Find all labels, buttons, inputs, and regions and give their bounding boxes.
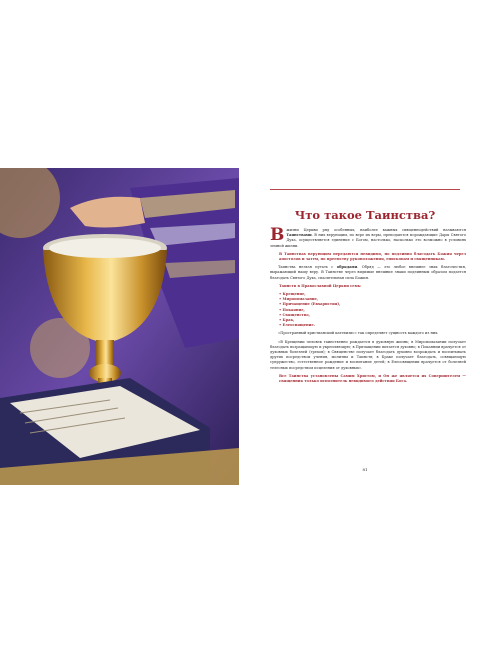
decorative-rule bbox=[270, 189, 460, 190]
list-item: • Покаяние, bbox=[279, 307, 305, 312]
page-number: 81 bbox=[362, 467, 368, 472]
list-item: • Брак, bbox=[279, 318, 295, 323]
chalice-photo bbox=[0, 168, 239, 485]
text-page bbox=[250, 168, 480, 485]
highlight-paragraph-2: Все Таинства установлены Самим Христом, и Он же является их Совершителем — священник только исполнитель невидимого действия Бога. bbox=[279, 373, 466, 384]
list-item: • Миропомазание, bbox=[279, 297, 319, 302]
highlight-paragraph-1: В Таинствах верующим передаются невидимо, но подлинно благодать Божия через апостолов и затем, по преемству рукоположения, епископам и священникам. bbox=[279, 251, 466, 262]
list-item: • Причащение (Евхаристия), bbox=[279, 302, 341, 307]
catechism-quote: «В Крещении человек таинственно рождается в духовную жизнь; в Миропомазании получает благодать возращающую и укрепляющую; в Причащении питается духовно; в Покаянии врачуется от духовных болезней (грехов); в Священстве получает благодать духовно возрождать и воспитывать других посредством учения, молитвы и Таинств; в Браке получает благодать, освящающую супружество, естественное рождение и воспитание детей; в Елеосвящении врачуется от болезней телесных посредством исцеления от духовных». bbox=[270, 339, 466, 370]
list-item: • Елеосвящение. bbox=[279, 323, 315, 328]
list-item: • Священство, bbox=[279, 312, 310, 317]
intro-paragraph: Вжизни Церкви ряд особенных, наиболее важных священнодействий называются Таинствами. В них верующим, по вере их веры, преподаются порождающие Дары Святого Духа, осуществляется единение с Богом, настолько, насколько это возможно в условиях земной жизни. bbox=[270, 225, 466, 248]
page-title: Что такое Таинства? bbox=[294, 208, 436, 222]
page-body bbox=[270, 225, 466, 387]
list-item: • Крещение, bbox=[279, 292, 306, 297]
rites-paragraph: Таинства нельзя путать с обрядами. Обряд — это любое внешнее знак благочестия, выражающий нашу веру. В Таинстве через видимые внешние знаки подлинным образом подается благодать Святого Духа, спасительная сила Божия. bbox=[270, 265, 466, 280]
drop-cap: В bbox=[270, 225, 285, 245]
sacraments-list bbox=[270, 292, 466, 328]
sacraments-heading: Таинств в Православной Церкви семь: bbox=[279, 283, 362, 288]
catechism-intro: «Пространный христианский катехизис» так определяет сущность каждого из них. bbox=[278, 331, 439, 336]
